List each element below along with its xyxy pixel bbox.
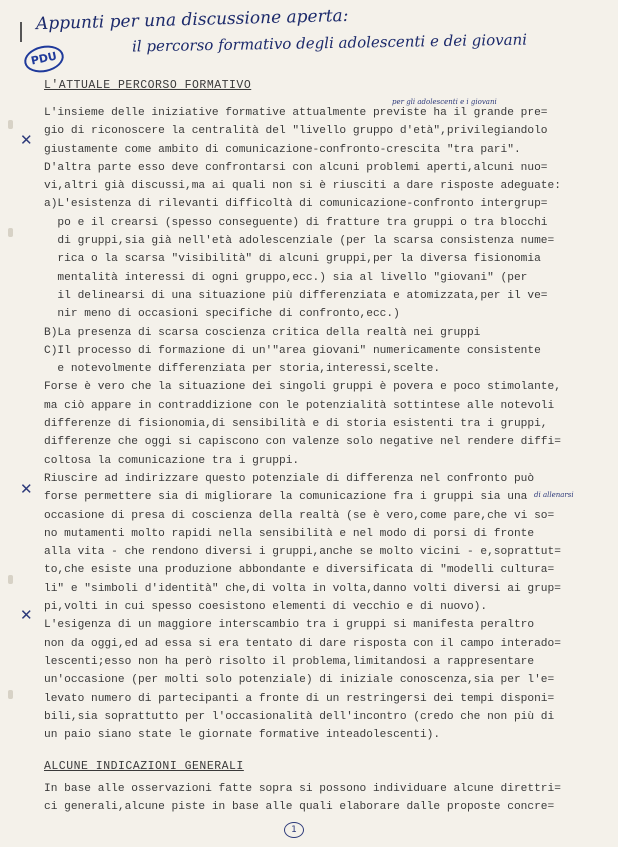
text-line: L'esigenza di un maggiore interscambio tra i gruppi si manifesta peraltro [44, 619, 535, 632]
text-line: ci generali,alcune piste in base alle quali elaborare dalle proposte concre= [44, 801, 555, 814]
text-line: L'insieme delle iniziative formative attualmente previste ha il grande pre= [44, 107, 548, 119]
text-line: e notevolmente differenziata per storia,interessi,scelte. [44, 363, 441, 376]
text-line: ma ciò appare in contraddizione con le potenzialità sottintese alle notevoli [44, 399, 555, 412]
circled-stamp: PDU [22, 42, 67, 76]
text-line: vi,altri già discussi,ma ai quali non si è riusciti a dare risposte adeguate: [44, 180, 561, 193]
text-line: a)L'esistenza di rilevanti difficoltà di comunicazione-confronto intergrup= [44, 198, 548, 211]
text-line: no mutamenti molto rapidi nella sensibilità e nel modo di porsi di fronte [44, 527, 535, 540]
text-line: B)La presenza di scarsa coscienza critica della realtà nei gruppi [44, 326, 481, 339]
text-line: In base alle osservazioni fatte sopra si possono individuare alcune direttri= [44, 783, 561, 795]
text-line: li" e "simboli d'identità" che,di volta in volta,danno volti diversi ai grup= [44, 582, 561, 595]
margin-cross-mark: ✕ [20, 480, 33, 498]
text-line: po e il crearsi (spesso conseguente) di fratture tra gruppi o tra blocchi [44, 216, 548, 229]
binding-hole [8, 120, 13, 129]
section-body-text [44, 104, 604, 744]
text-line: D'altra parte esso deve confrontarsi con alcuni problemi aperti,alcuni nuo= [44, 161, 548, 174]
handwritten-interline-note: di allenarsi [534, 491, 574, 499]
text-line: bili,sia soprattutto per l'occasionalità dell'incontro (credo che non più di [44, 710, 555, 723]
text-line: giustamente come ambito di comunicazione-confronto-crescita "tra pari". [44, 143, 521, 156]
binding-hole [8, 575, 13, 584]
page-number: 1 [284, 822, 304, 838]
section-heading-general-indications: ALCUNE INDICAZIONI GENERALI [44, 760, 244, 773]
text-line: Riuscire ad indirizzare questo potenziale di differenza nel confronto può [44, 472, 535, 485]
text-line: mentalità interessi di ogni gruppo,ecc.) sia al livello "giovani" (per [44, 271, 528, 284]
text-line: il delinearsi di una situazione più differenziata e atomizzata,per il ve= [44, 289, 548, 302]
text-line: to,che esiste una produzione abbondante e diversificata di "modelli cultura= [44, 564, 555, 577]
text-line: differenze che oggi si capiscono con valenze solo negative nel rendere diffi= [44, 436, 561, 449]
text-line: lescenti;esso non ha però risolto il problema,limitandosi a rappresentare [44, 655, 535, 668]
margin-cross-mark: ✕ [20, 606, 33, 624]
text-line: nir meno di occasioni specifiche di confronto,ecc.) [44, 308, 400, 321]
section-heading-current-path: L'ATTUALE PERCORSO FORMATIVO [44, 79, 252, 92]
text-line: gio di riconoscere la centralità del "livello gruppo d'età",privilegiandolo [44, 125, 548, 138]
text-line: di gruppi,sia già nell'età adolescenziale (per la scarsa consistenza nume= [44, 235, 555, 248]
text-line: C)Il processo di formazione di un'"area giovani" numericamente consistente [44, 344, 541, 357]
text-line: un paio siano state le giornate formative inteadolescenti). [44, 729, 441, 742]
text-line: un'occasione (per molti solo potenziale) di iniziale conoscenza,sia per l'e= [44, 674, 555, 687]
text-line: differenze di fisionomia,di sensibilità e di storia esistenti tra i gruppi, [44, 418, 548, 431]
text-line: Forse è vero che la situazione dei singoli gruppi è povera e poco stimolante, [44, 381, 561, 394]
text-line: pi,volti in cui spesso coesistono elementi di vecchio e di nuovo). [44, 601, 488, 614]
handwritten-title-line2: il percorso formativo degli adolescenti e dei giovani [131, 30, 528, 56]
text-line: levato numero di partecipanti a fronte di un restringersi dei tempi disponi= [44, 692, 555, 705]
text-line: alla vita - che rendono diversi i gruppi,anche se molto vicini - e,soprattut= [44, 546, 561, 559]
text-line: rica o la scarsa "visibilità" di alcuni gruppi,per la diversa fisionomia [44, 253, 541, 266]
text-line: non da oggi,ed ad essa si era tentato di dare risposta con il campo interado= [44, 637, 561, 650]
handwritten-title-line1: Appunti per una discussione aperta: [35, 5, 349, 35]
binding-hole [8, 690, 13, 699]
text-line: forse permettere sia di migliorare la comunicazione fra i gruppi sia una [44, 491, 528, 504]
text-line: occasione di presa di coscienza della realtà (se è vero,come pare,che vi so= [44, 509, 555, 522]
handwritten-interline-note: per gli adolescenti e i giovani [392, 98, 497, 106]
section-body-text [44, 780, 604, 817]
binding-hole [8, 228, 13, 237]
margin-bar [20, 22, 22, 42]
margin-cross-mark: ✕ [20, 131, 33, 149]
text-line: coltosa la comunicazione tra i gruppi. [44, 454, 300, 467]
